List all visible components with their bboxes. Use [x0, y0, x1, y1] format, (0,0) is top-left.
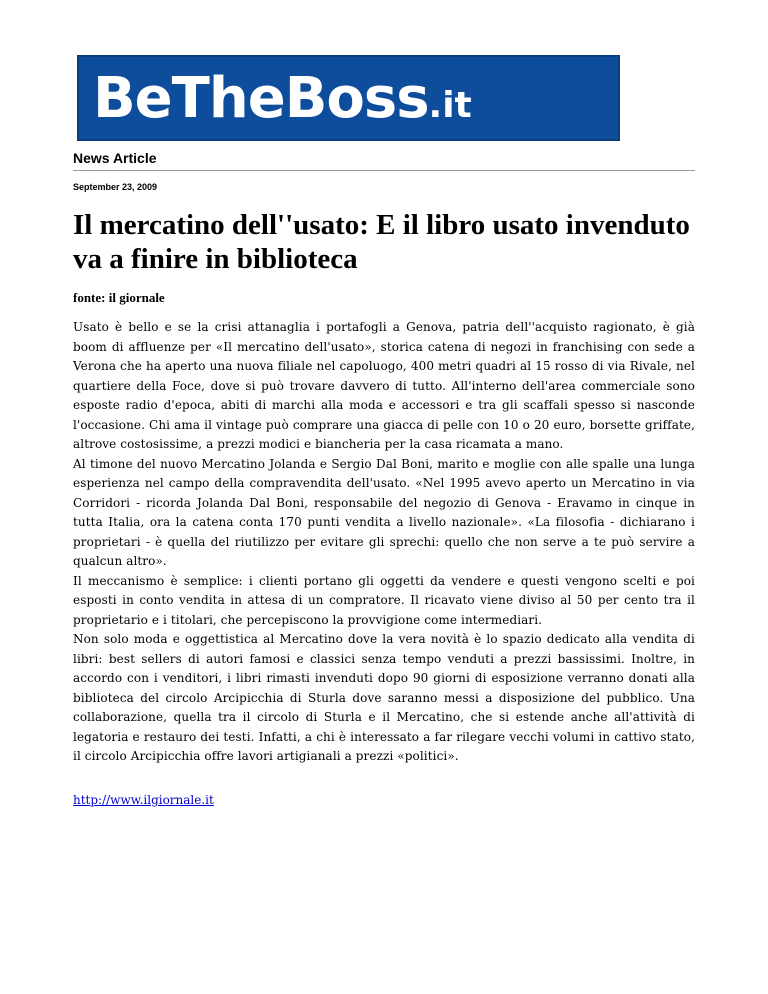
article-body	[73, 318, 695, 767]
site-logo	[77, 55, 620, 141]
paragraph: Al timone del nuovo Mercatino Jolanda e Sergio Dal Boni, marito e moglie con alle spalle una lunga esperienza nel campo della compravendita dell'usato. «Nel 1995 avevo aperto un Mercatino in via Corridori - ricorda Jolanda Dal Boni, responsabile del negozio di Genova - Eravamo in cinque in tutta Italia, ora la catena conta 170 punti vendita a livello nazionale». «La filosofia - dichiarano i proprietari - è quella del riutilizzo per evitare gli sprechi: quello che non serve a te può servire a qualcun altro».	[73, 456, 695, 568]
article-date: September 23, 2009	[73, 182, 158, 192]
divider	[73, 170, 695, 171]
source-link[interactable]: http://www.ilgiornale.it	[73, 793, 214, 807]
logo-main: BeTheBoss	[93, 66, 429, 131]
paragraph: Non solo moda e oggettistica al Mercatino dove la vera novità è lo spazio dedicato alla vendita di libri: best sellers di autori famosi e classici senza tempo venduti a prezzi bassissimi. Inoltre, in accordo con i venditori, i libri rimasti invenduti dopo 90 giorni di esposizione verranno donati alla biblioteca del circolo Arcipicchia di Sturla dove saranno messi a disposizione del pubblico. Una collaborazione, quella tra il circolo di Sturla e il Mercatino, che si estende anche all'attività di legatoria e restauro dei testi. Infatti, a chi è interessato a far rilegare vecchi volumi in cattivo stato, il circolo Arcipicchia offre lavori artigianali a prezzi «politici».	[73, 632, 695, 763]
paragraph: Il meccanismo è semplice: i clienti portano gli oggetti da vendere e questi vengono scelti e poi esposti in conto vendita in attesa di un compratore. Il ricavato viene diviso al 50 per cento tra il proprietario e i titolari, che percepiscono la provvigione come intermediari.	[73, 573, 695, 627]
section-label: News Article	[73, 150, 157, 166]
article-source: fonte: il giornale	[73, 290, 165, 305]
logo-suffix: .it	[428, 85, 472, 126]
paragraph: Usato è bello e se la crisi attanaglia i portafogli a Genova, patria dell''acquisto ragionato, è già boom di affluenze per «Il mercatino dell'usato», storica catena di negozi in franchising con sede a Verona che ha aperto una nuova filiale nel capoluogo, 400 metri quadri al 15 rosso di via Rivale, nel quartiere della Foce, dove si può trovare davvero di tutto. All'interno dell'area commerciale sono esposte radio d'epoca, abiti di marchi alla moda e accessori e tra gli scaffali spesso si nasconde l'occasione. Chi ama il vintage può comprare una giacca di pelle con 10 o 20 euro, borsette griffate, altrove costosissime, a prezzi modici e biancheria per la casa ricamata a mano.	[73, 320, 695, 451]
article-headline: Il mercatino dell''usato: E il libro usato invenduto va a finire in biblioteca	[73, 209, 690, 275]
logo-text	[93, 64, 472, 141]
